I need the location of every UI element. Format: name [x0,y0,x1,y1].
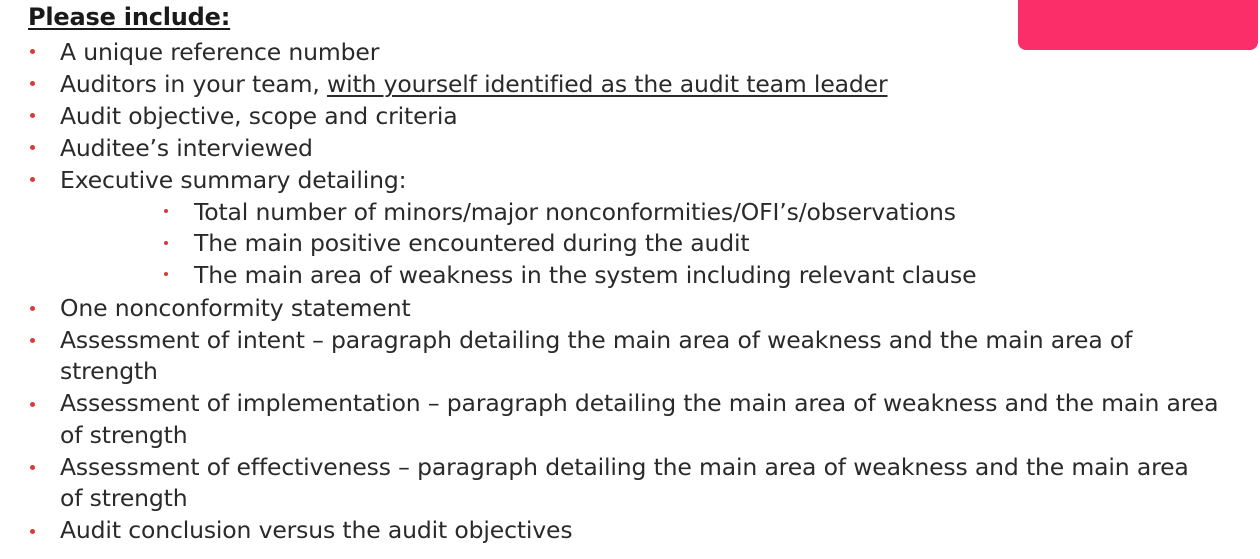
list-item-intent-cont: strength [60,357,158,385]
sub-item-weakness: The main area of weakness in the system including relevant clause [194,261,977,289]
auditors-text: Auditors in your team, [60,70,328,98]
bullet-icon [30,177,35,182]
page-title: Please include: [28,3,231,31]
list-item-auditors [60,68,887,100]
list-item-effectiveness: Assessment of effectiveness – paragraph detailing the main area of weakness and the main area [60,453,1189,481]
bullet-icon [30,465,35,470]
bullet-icon [30,338,35,343]
bullet-icon [30,306,35,311]
list-item-intent: Assessment of intent – paragraph detailing the main area of weakness and the main area of [60,326,1133,354]
sub-bullet-icon [164,209,168,213]
sub-item-positive: The main positive encountered during the audit [194,229,750,257]
list-item-implementation: Assessment of implementation – paragraph detailing the main area of weakness and the main area [60,389,1219,417]
list-item-interviewed: Auditee’s interviewed [60,134,313,162]
list-item-executive-summary: Executive summary detailing: [60,166,407,194]
bullet-icon [30,145,35,150]
overlay-banner [1018,0,1258,50]
bullet-icon [30,81,35,86]
auditors-underlined-text: with yourself identified as the audit team leader [327,70,888,98]
sub-item-total: Total number of minors/major nonconformities/OFI’s/observations [194,198,956,226]
sub-bullet-icon [164,272,168,276]
list-item-reference: A unique reference number [60,38,380,66]
bullet-icon [30,529,35,534]
list-item-conclusion: Audit conclusion versus the audit objectives [60,516,573,544]
list-item-nc-statement: One nonconformity statement [60,294,411,322]
list-item-effectiveness-cont: of strength [60,484,188,512]
bullet-icon [30,113,35,118]
bullet-icon [30,402,35,407]
bullet-icon [30,49,35,54]
list-item-objective: Audit objective, scope and criteria [60,102,458,130]
sub-bullet-icon [164,241,168,245]
list-item-implementation-cont: of strength [60,421,188,449]
